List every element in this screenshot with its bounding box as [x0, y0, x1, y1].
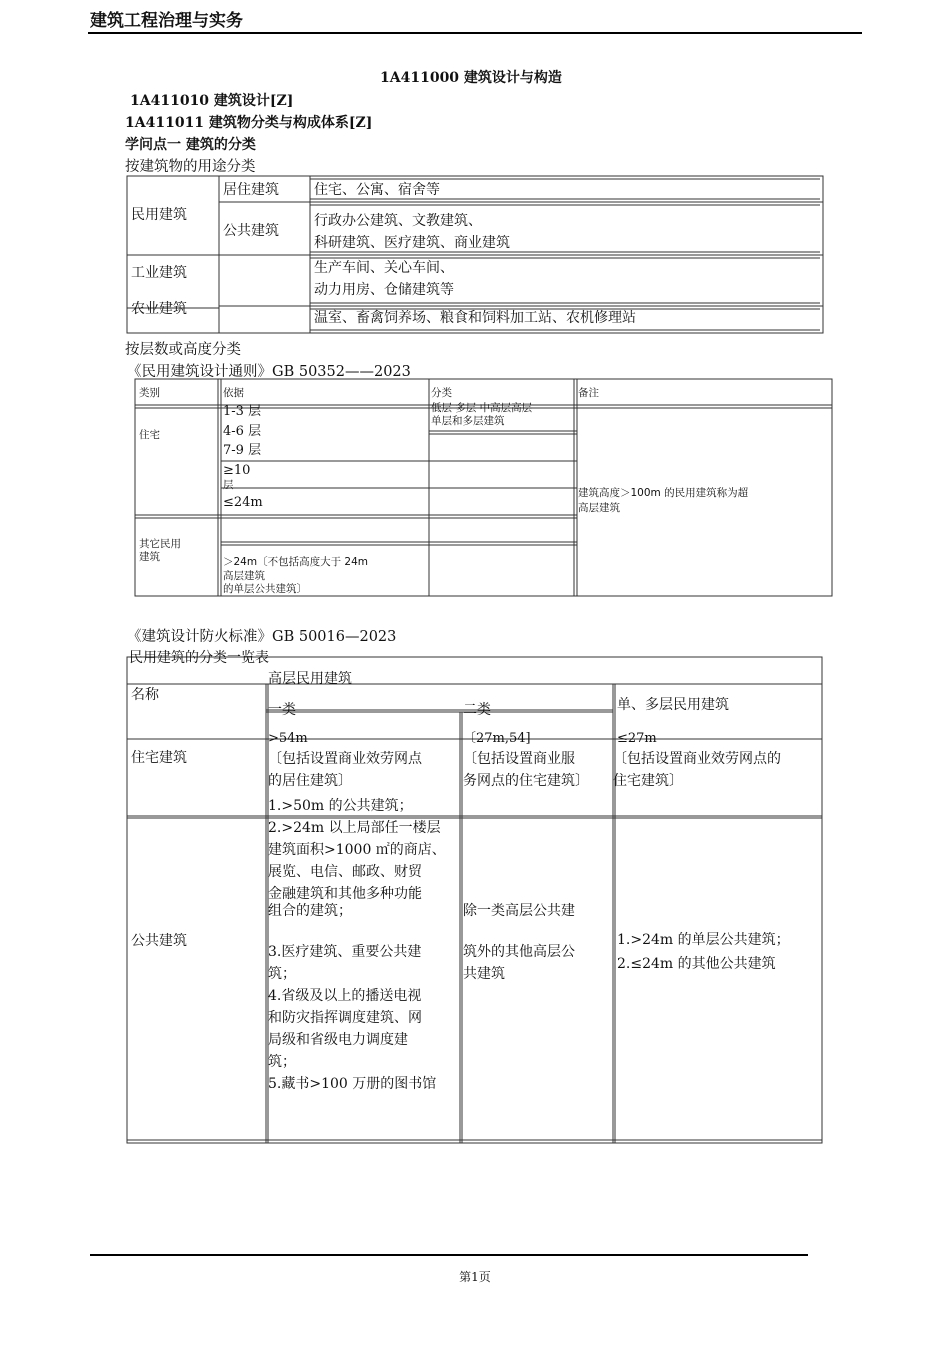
table3-header-high-rise: 高层民用建筑: [268, 671, 352, 687]
label-by-height: 按层数或高度分类: [125, 342, 241, 358]
table3-header-single-multi: 单、多层民用建筑: [617, 697, 729, 713]
standard-fire-code: 《建筑设计防火标准》GB 50016—2023: [127, 629, 397, 645]
table1-civil: 民用建筑: [131, 207, 187, 223]
table3-limit-class2: 〔27m,54]: [463, 731, 531, 746]
table3-public-single-line: 1.>24m 的单层公共建筑；: [617, 932, 790, 948]
table3-header-class2: 二类: [463, 702, 491, 718]
table2-row-7-9: 7-9 层: [223, 443, 262, 458]
table1-residential: 居住建筑: [223, 182, 279, 198]
table3-public-class2-line: 筑外的其他高层公: [463, 944, 575, 960]
table3-housing-single-1: 〔包括设置商业效劳网点的: [613, 751, 781, 767]
table3-housing-class2-1: 〔包括设置商业服: [463, 751, 575, 767]
table3-public-class1-line: 组合的建筑；: [268, 903, 352, 919]
table3-public-class1-line: 和防灾指挥调度建筑、网: [268, 1010, 422, 1026]
table1-industrial: 工业建筑: [131, 265, 187, 281]
table2-gt24-3: 的单层公共建筑〕: [223, 583, 307, 595]
heading-chapter: 1A411000 建筑设计与构造: [380, 70, 562, 86]
table1-public-desc-1: 行政办公建筑、文教建筑、: [314, 213, 482, 229]
table3-header-class1: 一类: [268, 702, 296, 718]
table2-row-ge10: ≥10: [223, 463, 251, 478]
table3-public-class1-line: 5.藏书>100 万册的图书馆: [268, 1076, 437, 1092]
table2-row-4-6: 4-6 层: [223, 424, 262, 439]
table2-housing: 住宅: [139, 429, 160, 441]
table3-public-class2-line: 共建筑: [463, 966, 505, 982]
table2-class-line-2: 单层和多层建筑: [431, 415, 505, 427]
table3-housing-single-2: 住宅建筑〕: [613, 773, 683, 789]
table3-public-class2-line: 除一类高层公共建: [463, 903, 575, 919]
table3-public-class1-line: 筑；: [268, 966, 296, 982]
table2-header-type: 类别: [139, 387, 160, 399]
page-number: 第1页: [459, 1270, 491, 1284]
table2-note-2: 高层建筑: [578, 502, 620, 514]
table3-public-class1-line: 2.>24m 以上局部任一楼层: [268, 820, 441, 836]
table3-public-class1-line: 筑；: [268, 1054, 296, 1070]
standard-civil-code: 《民用建筑设计通则》GB 50352——2023: [127, 364, 411, 380]
table3-housing-class1-1: 〔包括设置商业效劳网点: [268, 751, 422, 767]
table3-housing: 住宅建筑: [131, 750, 187, 766]
table3-public-class1-line: 3.医疗建筑、重要公共建: [268, 944, 422, 960]
table2-gt24-2: 高层建筑: [223, 570, 265, 582]
heading-knowledge-point: 学问点一 建筑的分类: [125, 137, 256, 153]
table1-public-desc-2: 科研建筑、医疗建筑、商业建筑: [314, 235, 510, 251]
table3-housing-class1-2: 的居住建筑〕: [268, 773, 352, 789]
table2-class-line-1: 低层 多层 中高层高层: [431, 402, 533, 414]
table2-row-1-3: 1-3 层: [223, 404, 262, 419]
table2-header-basis: 依据: [223, 387, 244, 399]
table2-other-civil-2: 建筑: [139, 551, 160, 563]
table2-gt24-1: ＞24m〔不包括高度大于 24m: [223, 556, 369, 568]
document-header-title: 建筑工程治理与实务: [90, 11, 243, 31]
heading-subsection: 1A411011 建筑物分类与构成体系[Z]: [125, 115, 373, 131]
label-by-use: 按建筑物的用途分类: [125, 159, 256, 175]
table3-public-class1-line: 金融建筑和其他多种功能: [268, 886, 422, 902]
table3-caption: 民用建筑的分类一览表: [129, 650, 269, 666]
table3-public-class1-line: 4.省级及以上的播送电视: [268, 988, 422, 1004]
table3-public-class1-line: 1.>50m 的公共建筑；: [268, 798, 413, 814]
table3-header-name: 名称: [131, 687, 159, 703]
table1-agricultural-desc: 温室、畜禽饲养场、粮食和饲料加工站、农机修理站: [314, 310, 636, 326]
table1-public: 公共建筑: [223, 223, 279, 239]
heading-section: 1A411010 建筑设计[Z]: [130, 93, 294, 109]
table2-note-1: 建筑高度＞100m 的民用建筑称为超: [578, 487, 749, 499]
table3-public-class1-line: 展览、电信、邮政、财贸: [268, 864, 422, 880]
table2-row-le24m: ≤24m: [223, 495, 263, 510]
table3-limit-single-multi: ≤27m: [617, 731, 657, 746]
table2-row-ge10-unit: 层: [223, 479, 234, 491]
footer-divider: [90, 1254, 808, 1256]
table2-other-civil-1: 其它民用: [139, 538, 181, 550]
table2-header-note: 备注: [578, 387, 599, 399]
table1-industrial-desc-2: 动力用房、仓储建筑等: [314, 282, 454, 298]
table1-industrial-desc-1: 生产车间、关心车间、: [314, 260, 454, 276]
table3-public-single-line: 2.≤24m 的其他公共建筑: [617, 956, 776, 972]
table3-limit-class1: >54m: [268, 731, 308, 746]
table1-agricultural: 农业建筑: [131, 301, 187, 317]
table2-header-class: 分类: [431, 387, 452, 399]
table3-public: 公共建筑: [131, 933, 187, 949]
table3-public-class1-line: 局级和省级电力调度建: [268, 1032, 408, 1048]
table3-housing-class2-2: 务网点的住宅建筑〕: [463, 773, 589, 789]
table3-public-class1-line: 建筑面积>1000 ㎡的商店、: [268, 842, 446, 858]
table1-residential-desc: 住宅、公寓、宿舍等: [314, 182, 440, 198]
